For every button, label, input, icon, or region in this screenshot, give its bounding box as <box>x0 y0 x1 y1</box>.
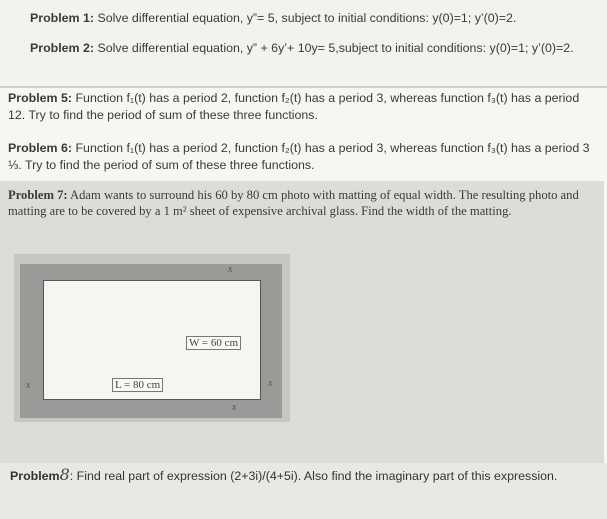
problem-2-text: Solve differential equation, y” + 6y’+ 10y= 5,subject to initial conditions: y(0)=1; y’(0)=2. <box>94 41 574 55</box>
matting-x-top: x <box>228 264 233 275</box>
handwritten-number: 8 <box>59 465 70 484</box>
problem-8 <box>10 466 600 485</box>
length-label: L = 80 cm <box>112 378 163 392</box>
problem-5-label: Problem 5: <box>8 91 73 105</box>
problem-7-label: Problem 7: <box>8 188 68 202</box>
problem-5-text: Function f₁(t) has a period 2, function f₂(t) has a period 3, whereas function f₃(t) has a period 12. Try to find the period of sum of these three functions. <box>8 91 580 122</box>
problem-6 <box>8 140 598 174</box>
problem-6-text: Function f₁(t) has a period 2, function f₂(t) has a period 3, whereas function f₃(t) has a period 3 ⅓. Try to find the period of sum of these three functions. <box>8 141 590 172</box>
problem-2-label: Problem 2: <box>30 41 95 55</box>
matting-x-left: x <box>26 380 31 391</box>
problem-7-text: Adam wants to surround his 60 by 80 cm photo with matting of equal width. The resulting photo and matting are to be covered by a 1 m² sheet of expensive archival glass. Find the width of the matting. <box>8 188 579 218</box>
problem-1-text: Solve differential equation, y”= 5, subject to initial conditions: y(0)=1; y’(0)=2. <box>94 11 517 25</box>
width-label: W = 60 cm <box>186 336 241 350</box>
problem-5 <box>8 90 598 124</box>
problem-1 <box>30 10 590 27</box>
problem-1-label: Problem 1: <box>30 11 95 25</box>
matting-x-bottom: x <box>232 402 237 413</box>
problem-2 <box>30 40 600 57</box>
problem-7 <box>8 187 598 219</box>
matting-x-right: x <box>268 378 273 389</box>
problem-8-label: Problem <box>10 469 60 483</box>
problem-8-text: : Find real part of expression (2+3i)/(4+5i). Also find the imaginary part of this expression. <box>69 469 558 483</box>
problem-6-label: Problem 6: <box>8 141 73 155</box>
